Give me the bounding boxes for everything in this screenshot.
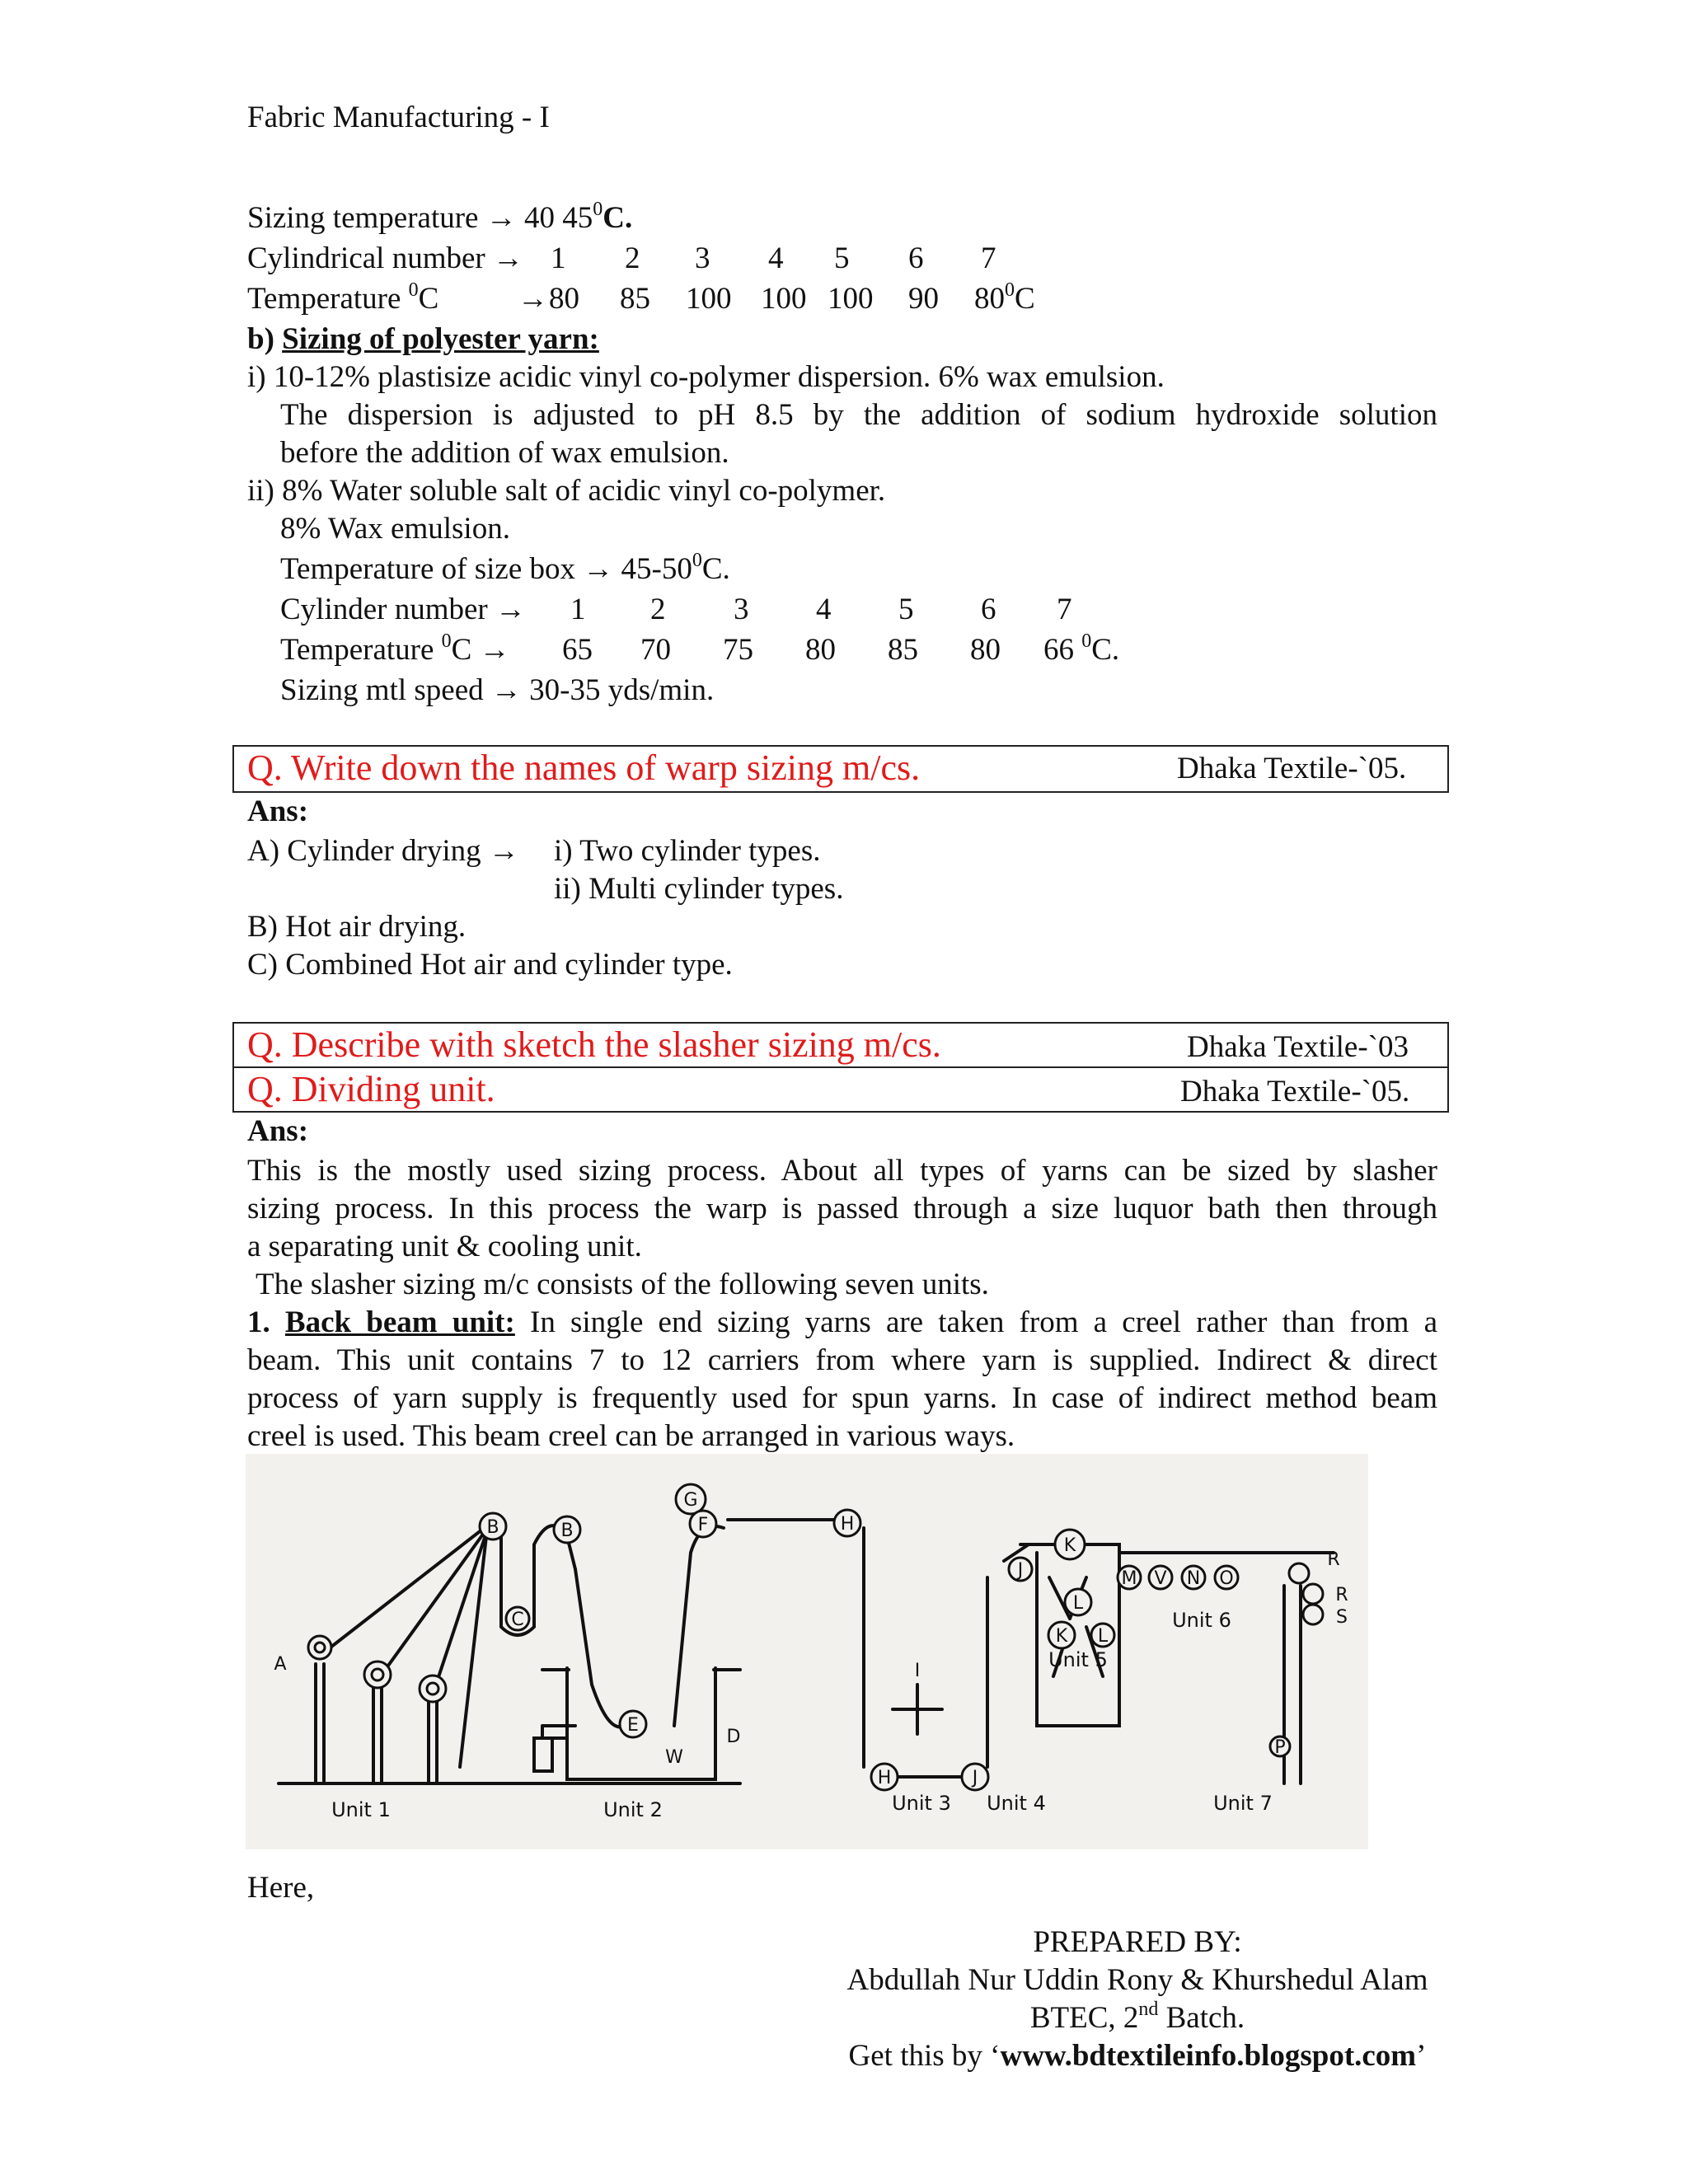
question-dividing: Q. Dividing unit.	[247, 1069, 495, 1109]
roller-label: B	[486, 1517, 499, 1538]
sizing-speed	[280, 672, 714, 710]
cyl-val: 7	[981, 241, 996, 275]
roller-label: P	[1274, 1737, 1286, 1758]
roller-label: K	[1055, 1626, 1068, 1647]
temp-val-last	[974, 280, 1035, 318]
poly-temp-val-last	[1043, 631, 1119, 669]
footer-get	[775, 2037, 1500, 2075]
poly-temperature-label-wrap	[280, 631, 510, 669]
footer-batch-post: Batch.	[1158, 2001, 1245, 2035]
degree-mark: 0	[1005, 279, 1015, 301]
footer-batch-pre: BTEC, 2	[1029, 2001, 1139, 2035]
arrow-icon: →	[575, 552, 621, 586]
arrow-icon: →	[481, 834, 519, 868]
footer-url-link[interactable]: www.bdtextileinfo.blogspot.com	[1000, 2039, 1417, 2073]
unit-label: Unit 7	[1213, 1792, 1273, 1815]
question-source: Dhaka Textile-`05.	[1180, 1075, 1410, 1108]
cyl-val: 4	[768, 241, 784, 275]
question-warp-sizing: Q. Write down the names of warp sizing m/cs.	[247, 748, 921, 788]
poly-temperature-label: Temperature	[280, 633, 434, 667]
polyester-heading	[247, 321, 599, 359]
poly-cyl-val: 3	[734, 593, 749, 626]
back-beam-unit-para	[247, 1304, 1437, 1418]
answer-label: Ans:	[247, 794, 309, 828]
degree-mark: 0	[593, 199, 603, 220]
unit1-title: Back beam unit:	[284, 1305, 515, 1339]
arrow-icon: →	[485, 241, 523, 275]
footer-get-post: ’	[1416, 2039, 1427, 2073]
poly-cyl-val: 6	[981, 593, 996, 626]
temp-val: 80	[974, 282, 1005, 316]
polyester-ii-line: ii) 8% Water soluble salt of acidic vinyl co-polymer.	[247, 474, 886, 508]
slasher-para-1	[247, 1152, 1437, 1228]
size-box-temp-unit: C.	[701, 552, 730, 586]
polyester-heading-text: Sizing of polyester yarn:	[282, 322, 599, 356]
sizing-temp-label: Sizing temperature	[247, 201, 479, 235]
temp-unit: C	[1015, 282, 1035, 316]
footer-names: Abdullah Nur Uddin Rony & Khurshedul Alam	[846, 1963, 1428, 1997]
temperature-label-wrap	[247, 280, 438, 318]
here-text: Here,	[247, 1871, 315, 1905]
roller-label: H	[840, 1514, 855, 1535]
unit-label: Unit 1	[331, 1798, 391, 1821]
arrow-icon: →	[471, 633, 510, 667]
poly-temp-val: 80	[805, 633, 836, 667]
answer-a-ii: ii) Multi cylinder types.	[554, 872, 844, 906]
temp-val: 100	[828, 282, 874, 316]
question-source: Dhaka Textile-`05.	[1177, 752, 1407, 785]
cyl-val: 5	[834, 241, 850, 275]
question-slasher: Q. Describe with sketch the slasher sizing m/cs.	[247, 1024, 941, 1065]
roller-label: E	[627, 1715, 639, 1736]
roller-label: J	[1017, 1560, 1024, 1581]
para-line: This is the mostly used sizing process. About all types of yarns can be sized by slasher	[247, 1154, 1437, 1188]
unit-label: Unit 5	[1048, 1648, 1108, 1671]
roller-label: G	[683, 1490, 698, 1511]
unit1-text: In single end sizing yarns are taken from a creel rather than from a	[530, 1305, 1438, 1339]
polyester-i-line: i) 10-12% plastisize acidic vinyl co-polymer dispersion. 6% wax emulsion.	[247, 360, 1165, 394]
para-line: process of yarn supply is frequently used for spun yarns. In case of indirect method beam	[247, 1381, 1437, 1415]
polyester-i-desc-1: The dispersion is adjusted to pH 8.5 by the addition of sodium hydroxide solution	[280, 398, 1437, 432]
footer-prepared: PREPARED BY:	[1033, 1925, 1242, 1959]
answer-label: Ans:	[247, 1114, 309, 1148]
polyester-i-desc-2: before the addition of wax emulsion.	[280, 436, 729, 470]
footer-batch	[775, 1999, 1500, 2037]
arrow-icon: →	[483, 673, 530, 707]
roller-label: H	[877, 1768, 892, 1788]
cyl-val: 1	[551, 241, 566, 275]
cylindrical-number-label: Cylindrical number	[247, 241, 485, 275]
roller-label: R	[1335, 1585, 1348, 1605]
poly-cyl-val: 4	[816, 593, 832, 626]
size-box-temperature	[280, 551, 730, 588]
arrow-icon: →	[485, 201, 524, 235]
size-box-temp-label: Temperature of size box	[280, 552, 576, 586]
poly-temp-unit: C.	[1091, 633, 1120, 667]
temp-val: 85	[620, 282, 650, 316]
degree-mark: 0	[1081, 630, 1092, 652]
roller-label: W	[665, 1747, 683, 1768]
poly-temperature-unit: C	[451, 633, 472, 667]
roller-label: L	[1097, 1626, 1109, 1647]
sizing-temp-unit: C.	[603, 201, 633, 235]
poly-temp-val: 85	[888, 633, 918, 667]
poly-cyl-val: 2	[650, 593, 666, 626]
answer-a-line	[247, 832, 519, 870]
footer-get-pre: Get this by ‘	[848, 2039, 1001, 2073]
unit1-num: 1.	[247, 1305, 270, 1339]
para-line: a separating unit & cooling unit.	[247, 1230, 642, 1263]
roller-label: V	[1154, 1568, 1167, 1589]
cyl-val: 3	[695, 241, 710, 275]
page-header: Fabric Manufacturing - I	[247, 101, 550, 134]
unit-label: Unit 4	[987, 1792, 1046, 1815]
para-line: sizing process. In this process the warp is passed through a size luquor bath then through	[247, 1192, 1437, 1226]
answer-b-line: B) Hot air drying.	[247, 910, 467, 944]
sizing-temperature-line	[247, 199, 632, 237]
degree-mark: 0	[692, 550, 702, 571]
unit-label: Unit 2	[603, 1798, 663, 1821]
footer-batch-sup: nd	[1138, 1999, 1159, 2020]
poly-temp-val: 70	[640, 633, 671, 667]
footer-block	[775, 1924, 1500, 2075]
temperature-label: Temperature	[247, 282, 401, 316]
roller-label: F	[697, 1515, 709, 1535]
roller-label: O	[1219, 1568, 1234, 1589]
cyl-val: 2	[625, 241, 640, 275]
unit-label: Unit 3	[892, 1792, 951, 1815]
poly-temp-val: 65	[562, 633, 593, 667]
arrow-icon: →	[518, 282, 548, 316]
polyester-heading-prefix: b)	[247, 322, 274, 356]
polyester-ii-wax: 8% Wax emulsion.	[280, 512, 510, 546]
roller-label: S	[1336, 1607, 1348, 1628]
poly-temp-val: 75	[723, 633, 753, 667]
para-line	[247, 1304, 1437, 1342]
roller-label: C	[511, 1610, 524, 1630]
roller-label: D	[726, 1727, 741, 1747]
sizing-speed-value: 30-35 yds/min.	[529, 673, 715, 707]
roller-label: I	[914, 1661, 921, 1681]
arrow-icon: →	[487, 593, 527, 626]
roller-label: N	[1186, 1568, 1201, 1589]
roller-label: R	[1327, 1549, 1340, 1570]
cylinder-number-label: Cylinder number	[280, 593, 488, 626]
sketch-paper	[246, 1454, 1368, 1849]
unit-label: Unit 6	[1172, 1609, 1231, 1632]
para-line: creel is used. This beam creel can be arranged in various ways.	[247, 1419, 1015, 1453]
poly-cyl-val: 1	[570, 593, 586, 626]
poly-temp-val: 80	[970, 633, 1001, 667]
slasher-para-2: The slasher sizing m/c consists of the following seven units.	[256, 1268, 989, 1301]
degree-mark: 0	[408, 279, 419, 301]
para-line: beam. This unit contains 7 to 12 carriers from where yarn is supplied. Indirect & direct	[247, 1343, 1437, 1377]
poly-cyl-val: 5	[898, 593, 914, 626]
temperature-unit: C	[418, 282, 439, 316]
temp-val: 80	[549, 282, 579, 316]
answer-c-line: C) Combined Hot air and cylinder type.	[247, 948, 733, 982]
cylindrical-number-label-wrap	[247, 240, 523, 278]
degree-mark: 0	[441, 630, 452, 652]
size-box-temp-value: 45-50	[621, 552, 692, 586]
roller-label: K	[1063, 1535, 1076, 1556]
roller-label: L	[1072, 1593, 1084, 1614]
sizing-speed-label: Sizing mtl speed	[280, 673, 484, 707]
roller-label: J	[972, 1768, 978, 1788]
cyl-val: 6	[908, 241, 924, 275]
temp-val: 100	[686, 282, 732, 316]
poly-cyl-val: 7	[1057, 593, 1072, 626]
question-source: Dhaka Textile-`03	[1187, 1030, 1409, 1064]
cylinder-number-label-wrap	[280, 591, 526, 629]
roller-label: M	[1121, 1568, 1137, 1589]
sizing-temp-value: 40 45	[523, 201, 593, 235]
answer-a-text: A) Cylinder drying	[247, 834, 481, 868]
roller-label: A	[274, 1654, 287, 1675]
temp-val: 90	[908, 282, 939, 316]
roller-label: B	[560, 1521, 574, 1541]
answer-a-i: i) Two cylinder types.	[554, 834, 821, 868]
poly-temp-val: 66	[1043, 633, 1074, 667]
slasher-sizing-sketch	[246, 1454, 1368, 1849]
temp-val: 100	[761, 282, 807, 316]
